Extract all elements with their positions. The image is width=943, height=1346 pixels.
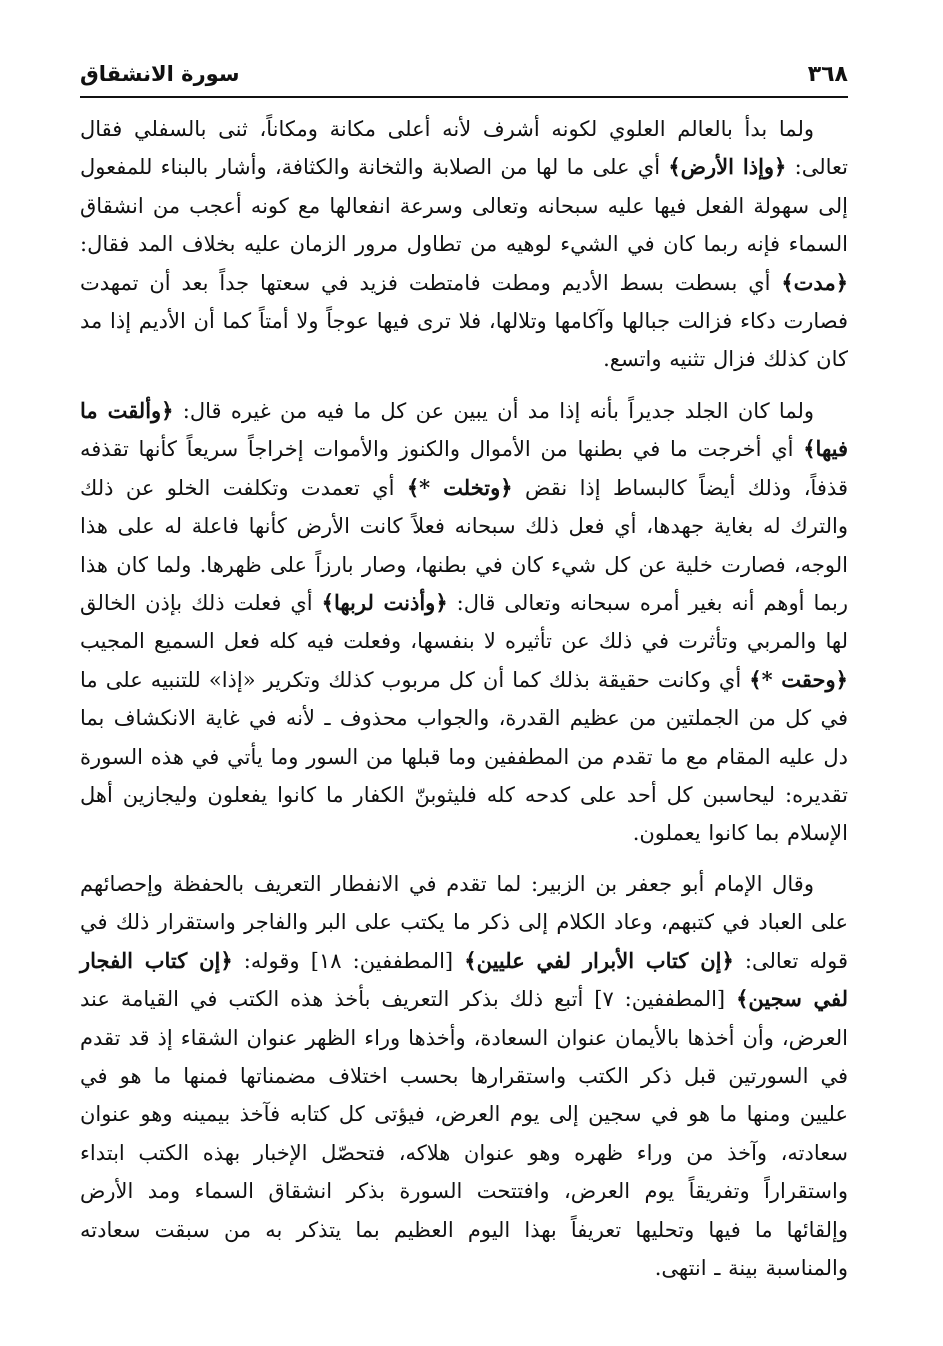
text-segment: [المطففين: ٧] أتبع ذلك بذكر التعريف بأخذ هذه الكتب في القيامة عند العرض، وأن أخذها بالأيمان عنوان السعادة، وأخذها وراء الظهر عنوان الشقاء إذ قد تقدم في السورتين قبل ذكر الكتب واستقرارها بحسب اختلاف مضمناتها فمنها ما هو في عليين ومنها ما هو في سجين إلى يوم العرض، فيؤتى كل كتابه فآخذ بيمينه وهو عنوان سعادته، وآخذ من وراء ظهره وهو عنوان هلاكه، فتحصّل الإخبار بهذه الكتب ابتداء واستقراراً وتفريقاً يوم العرض، وافتتحت السورة بذكر انشقاق السماء ومد الأرض وإلقائها ما فيها وتحليها تعريفاً بهذا اليوم العظيم بما يتذكر به من سبقت سعادته والمناسبة بينة ـ انتهى. bbox=[80, 987, 848, 1281]
text-segment: أي تعمدت وتكلفت الخلو عن ذلك والترك له بغاية جهدها، أي فعل ذلك سبحانه فعلاً كانت الأرض كأنها فاعلة له على هذا الوجه، فصارت خلية عن كل شيء كان في بطنها، وصار بارزاً على ظهرها. ولما كان هذا ربما أوهم أنه بغير أمره سبحانه وتعالى قال: bbox=[80, 475, 848, 616]
quran-quote: ﴿وإذا الأرض﴾ bbox=[668, 154, 787, 180]
text-segment: أي بسطت بسط الأديم ومطت فامتطت فزيد في سعتها جداً بعد أن تمهدت فصارت دكاء فزالت جبالها وآكامها وتلالها، فلا ترى فيها عوجاً ولا أمتاً كما أن الأديم إذا مد كان كذلك فزال تثنيه واتسع. bbox=[80, 270, 848, 372]
header-divider bbox=[80, 96, 848, 98]
quran-quote: ﴿وألقت ما فيها﴾ bbox=[80, 398, 848, 462]
text-segment: [المطففين: ١٨] وقوله: bbox=[232, 948, 465, 973]
text-segment: ولما بدأ بالعالم العلوي لكونه أشرف لأنه أعلى مكانة ومكاناً، ثنى بالسفلي فقال تعالى: bbox=[80, 117, 848, 180]
quran-quote: ﴿وأذنت لربها﴾ bbox=[321, 590, 448, 616]
paragraph-3 bbox=[80, 865, 848, 1287]
quran-quote: ﴿إن كتاب الأبرار لفي عليين﴾ bbox=[464, 947, 734, 973]
paragraph-2 bbox=[80, 392, 848, 853]
text-segment: أي أخرجت ما في بطنها من الأموال والكنوز والأموات إخراجاً سريعاً كأنها تقذفه قذفاً، وذلك أيضاً كالبساط إذا نقض bbox=[80, 437, 848, 500]
page-body bbox=[80, 110, 848, 1287]
text-segment: وقال الإمام أبو جعفر بن الزبير: لما تقدم في الانفطار التعريف بالحفظة وإحصائهم على العباد في كتبهم، وعاد الكلام إلى ذكر ما يكتب على البر والفاجر واستقرار ذلك في قوله تعالى: bbox=[80, 872, 849, 973]
surah-title: سورة الانشقاق bbox=[80, 62, 240, 86]
text-segment: ولما كان الجلد جديراً بأنه إذا مد أن يبين عن كل ما فيه من غيره قال: bbox=[173, 399, 814, 423]
text-segment: أي فعلت ذلك بإذن الخالق لها والمربي وتأثرت في ذلك عن تأثيره لا بنفسها، وفعلت فيه كله فعل السميع المجيب bbox=[80, 591, 848, 654]
quran-quote: ﴿وتخلت *﴾ bbox=[406, 474, 513, 500]
quran-quote: ﴿إن كتاب الفجار لفي سجين﴾ bbox=[80, 947, 848, 1012]
paragraph-1 bbox=[80, 110, 848, 380]
text-segment: أي وكانت حقيقة بذلك كما أن كل مربوب كذلك وتكرير «إذا» للتنبيه على ما في كل من الجملتين من عظيم القدرة، والجواب محذوف ـ لأنه في غاية الانكشاف بما دل عليه المقام مع ما تقدم من المطففين وما قبلها من السور وما يأتي في هذه السورة تقديره: ليحاسبن كل أحد على كدحه كله فليثوبنّ الكفار ما كانوا يفعلون وليجازين أهل الإسلام بما كانوا يعملون. bbox=[80, 667, 848, 846]
quran-quote: ﴿وحقت *﴾ bbox=[749, 666, 848, 692]
page-number: ٣٦٨ bbox=[807, 62, 848, 87]
text-segment: أي على ما لها من الصلابة والثخانة والكثافة، وأشار بالبناء للمفعول إلى سهولة الفعل فيها عليه سبحانه وتعالى وسرعة انفعالها مع كونه أعجب من انشقاق السماء فإنه ربما كان في الشيء لوهيه من تطاول مرور الزمان عليه بخلاف المد فقال: bbox=[80, 155, 848, 257]
page-header bbox=[80, 58, 848, 94]
quran-quote: ﴿مدت﴾ bbox=[781, 269, 848, 295]
